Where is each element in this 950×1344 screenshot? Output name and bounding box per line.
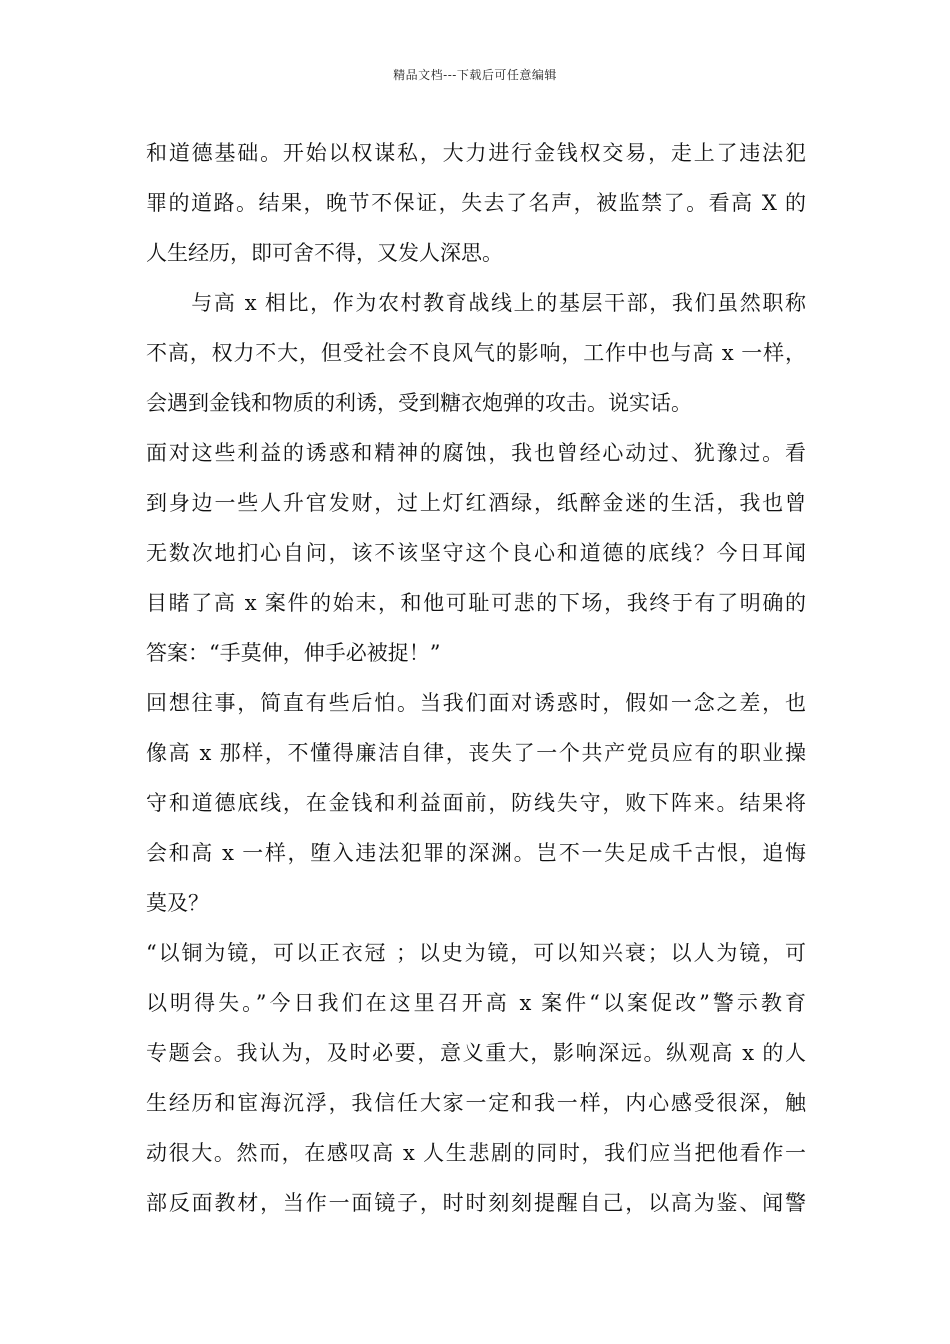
text-line: 和道德基础。开始以权谋私，大力进行金钱权交易，走上了违法犯 [146, 141, 806, 165]
text-line: 与高 x 相比，作为农村教育战线上的基层干部，我们虽然职称 [146, 291, 806, 315]
text-line: 人生经历，即可舍不得，又发人深思。 [146, 241, 503, 265]
text-line: 答案：“手莫伸，伸手必被捉！” [146, 641, 441, 665]
text-line: 专题会。我认为，及时必要，意义重大，影响深远。纵观高 x 的人 [146, 1041, 806, 1065]
text-line: 回想往事，简直有些后怕。当我们面对诱惑时，假如一念之差，也 [146, 691, 806, 715]
text-line: 守和道德底线，在金钱和利益面前，防线失守，败下阵来。结果将 [146, 791, 806, 815]
text-line: 罪的道路。结果，晚节不保证，失去了名声，被监禁了。看高 X 的 [146, 191, 806, 215]
text-line: 到身边一些人升官发财，过上灯红酒绿，纸醉金迷的生活，我也曾 [146, 491, 806, 515]
text-line: 莫及？ [146, 891, 209, 915]
page-header: 精品文档---下载后可任意编辑 [393, 68, 557, 82]
text-line: 目睹了高 x 案件的始末，和他可耻可悲的下场，我终于有了明确的 [146, 591, 806, 615]
body-text [146, 128, 806, 1228]
text-line: 不高，权力不大，但受社会不良风气的影响，工作中也与高 x 一样， [146, 341, 806, 365]
text-line: 会和高 x 一样，堕入违法犯罪的深渊。岂不一失足成千古恨，追悔 [146, 841, 806, 865]
text-line: “以铜为镜，可以正衣冠 ；以史为镜，可以知兴衰；以人为镜，可 [146, 941, 806, 965]
text-line: 以明得失。”今日我们在这里召开高 x 案件“以案促改”警示教育 [146, 991, 806, 1015]
text-line: 面对这些利益的诱惑和精神的腐蚀，我也曾经心动过、犹豫过。看 [146, 441, 806, 465]
text-line: 会遇到金钱和物质的利诱，受到糖衣炮弹的攻击。说实话。 [146, 391, 692, 415]
text-line: 生经历和宦海沉浮，我信任大家一定和我一样，内心感受很深，触 [146, 1091, 806, 1115]
text-line: 无数次地扪心自问，该不该坚守这个良心和道德的底线？今日耳闻 [146, 541, 806, 565]
text-line: 部反面教材，当作一面镜子，时时刻刻提醒自己，以高为鉴、闻警 [146, 1191, 806, 1215]
text-line: 动很大。然而，在感叹高 x 人生悲剧的同时，我们应当把他看作一 [146, 1141, 806, 1165]
text-line: 像高 x 那样，不懂得廉洁自律，丧失了一个共产党员应有的职业操 [146, 741, 806, 765]
